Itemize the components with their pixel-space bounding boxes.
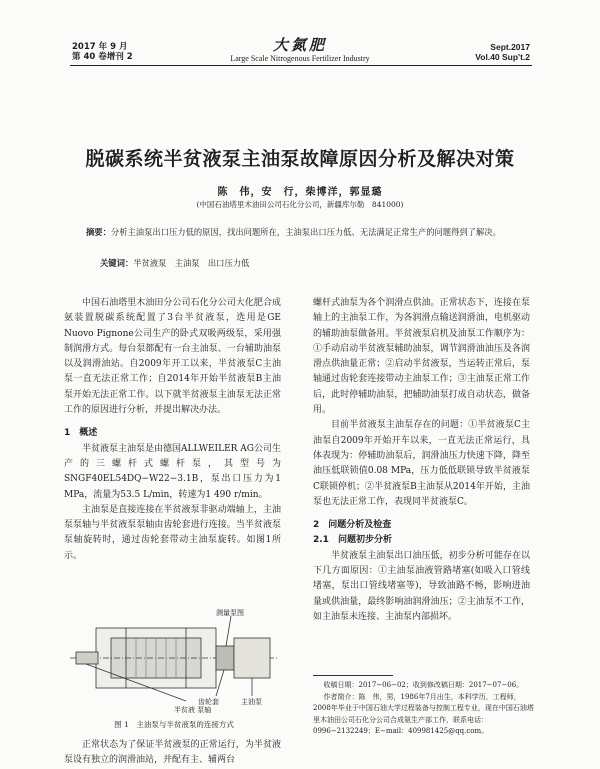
journal-logo: 大氮肥 — [272, 36, 327, 54]
keywords-label: 关键词： — [100, 258, 134, 268]
section-1-paragraph-2: 主油泵是直接连接在半贫液泵非驱动端轴上，主油泵泵轴与半贫液泵泵轴由齿轮套进行连接。当半贫液泵泵轴旋转时，通过齿轮套带动主油泵旋转。如图1所示。 — [64, 504, 281, 561]
leader-gear — [216, 670, 224, 696]
semi-lean-pump-shaft — [76, 652, 98, 664]
abstract-text: 分析主油泵出口压力低的原因，找出问题所在，主油泵出口压力低、无法满足正常生产的问题得到了解决。 — [110, 227, 501, 237]
header-rule — [70, 65, 532, 66]
footnote-author: 作者简介：陈 伟，男，1986年7月出生，本科学历，工程师，2008年毕业于中国石油大学过程装备与控制工程专业，现在中国石油塔里木油田公司石化分公司合成氨生产部工作，联系电话：0996−2132249；E−mail：409981425@qq.com。 — [313, 692, 534, 735]
header-volume-cn: 第 40 卷增刊 2 — [72, 52, 133, 62]
gear-sleeve — [216, 646, 234, 670]
main-oil-pump — [234, 638, 270, 678]
leader-main — [226, 616, 231, 646]
intro-paragraph: 中国石油塔里木油田分公司石化分公司大化肥合成氨装置脱碳系统配置了3台半贫液泵，选用是GE Nuovo Pignone公司生产的卧式双吸两级泵，采用强制润滑方式。每台泵都配有一台主油泵、一台辅助油泵以及润滑油站。自2009年开工以来，半贫液泵C主油泵一直无法正常工作；自2014年开始半贫液泵B主油泵开始无法正常工作。以下就半贫液泵主油泵无法正常工作的原因进行分析，并提出解决办法。 — [64, 298, 281, 416]
section-1-heading: 1 概述 — [64, 428, 98, 439]
section-1-paragraph-1: 半贫液泵主油泵是由德国ALLWEILER AG公司生产的三螺杆式螺杆泵，其型号为SNGF40EL54DQ−W22−3.1B，泵出口压力为1 MPa，流量为53.5 L/min，转速为1 490 r/min。 — [64, 443, 281, 500]
keywords — [100, 257, 500, 269]
keywords-text: 半贫液泵 主油泵 出口压力低 — [133, 258, 250, 268]
label-gear-sleeve: 齿轮套 — [198, 698, 219, 706]
left-column-tail — [64, 738, 281, 769]
right-column — [313, 296, 530, 625]
figure-1-pump-connection — [66, 608, 282, 718]
section-2-1-heading: 2.1 问题初步分析 — [313, 535, 392, 546]
header-date-cn: 2017 年 9 月 — [72, 42, 128, 52]
footnote-rule — [313, 675, 393, 676]
header-issue-en — [475, 42, 530, 62]
lubrication-paragraph-start: 正常状态为了保证半贫液泵的正常运行，为半贫液泵设有独立的润滑油站，并配有主、辅两台 — [64, 740, 281, 766]
footnote — [313, 680, 535, 738]
paper-title: 脱碳系统半贫液泵主油泵故障原因分析及解决对策 — [85, 148, 515, 170]
header-volume-en: Vol.40 Sup't.2 — [475, 52, 530, 62]
header-date-en: Sept.2017 — [490, 42, 530, 52]
label-main-pump: 测量泵图 — [216, 609, 244, 617]
journal-name-en: Large Scale Nitrogenous Fertilizer Industry — [230, 54, 370, 63]
lubrication-paragraph-cont: 螺杆式油泵为各个润滑点供油。正常状态下，连接在泵轴上的主油泵工作，为各润滑点输送润滑油，电机驱动的辅助油泵做备用。半贫液泵启机及油泵工作顺序为：①手动启动半贫液泵辅助油泵，调节润滑油油压及各润滑点供油量正常；②启动半贫液泵，当运转正常后，泵轴通过齿轮套连接带动主油泵工作；③主油泵正常工作后，此时停辅助油泵，把辅助油泵打成自动状态，做备用。 — [313, 298, 530, 416]
label-semi-lean-pump-shaft: 半贫液 泵轴 — [174, 706, 212, 714]
footnote-received: 收稿日期：2017−06−02；收到修改稿日期：2017−07−06。 — [323, 681, 524, 689]
section-2-1-paragraph: 半贫液泵主油泵出口油压低，初步分析可能存在以下几方面原因：①主油泵油液管路堵塞(如吸入口管线堵塞，泵出口管线堵塞等)，导致油路不畅，影响进油量或供油量，最终影响油润滑油压；②主油泵不工作，如主油泵未连接、主油泵内部损坏。 — [313, 550, 530, 622]
abstract — [86, 226, 506, 240]
left-column — [64, 296, 281, 564]
section-2-heading: 2 问题分析及检查 — [313, 520, 392, 531]
label-main-oil-pump: 主油泵 — [241, 698, 262, 706]
figure-1-caption: 图 1 主油泵与半贫液泵的连接方式 — [114, 720, 234, 729]
problem-paragraph: 目前半贫液泵主油泵存在的问题：①半贫液泵C主油泵自2009年开始开车以来，一直无法正常运行，具体表现为：停辅助油泵后，润滑油压力快速下降，降至油压低联锁值0.08 MPa，压力低低联锁导致半贫液泵C联锁停机；②半贫液泵B主油泵从2014年开始，主油泵也无法正常工作，表现同半贫液泵C。 — [313, 420, 530, 507]
authors: 陈 伟，安 行，柴博洋，郭显璐 — [217, 187, 383, 198]
affiliation: (中国石油塔里木油田公司石化分公司，新疆库尔勒 841000) — [196, 200, 404, 209]
abstract-label: 摘要： — [86, 227, 111, 237]
